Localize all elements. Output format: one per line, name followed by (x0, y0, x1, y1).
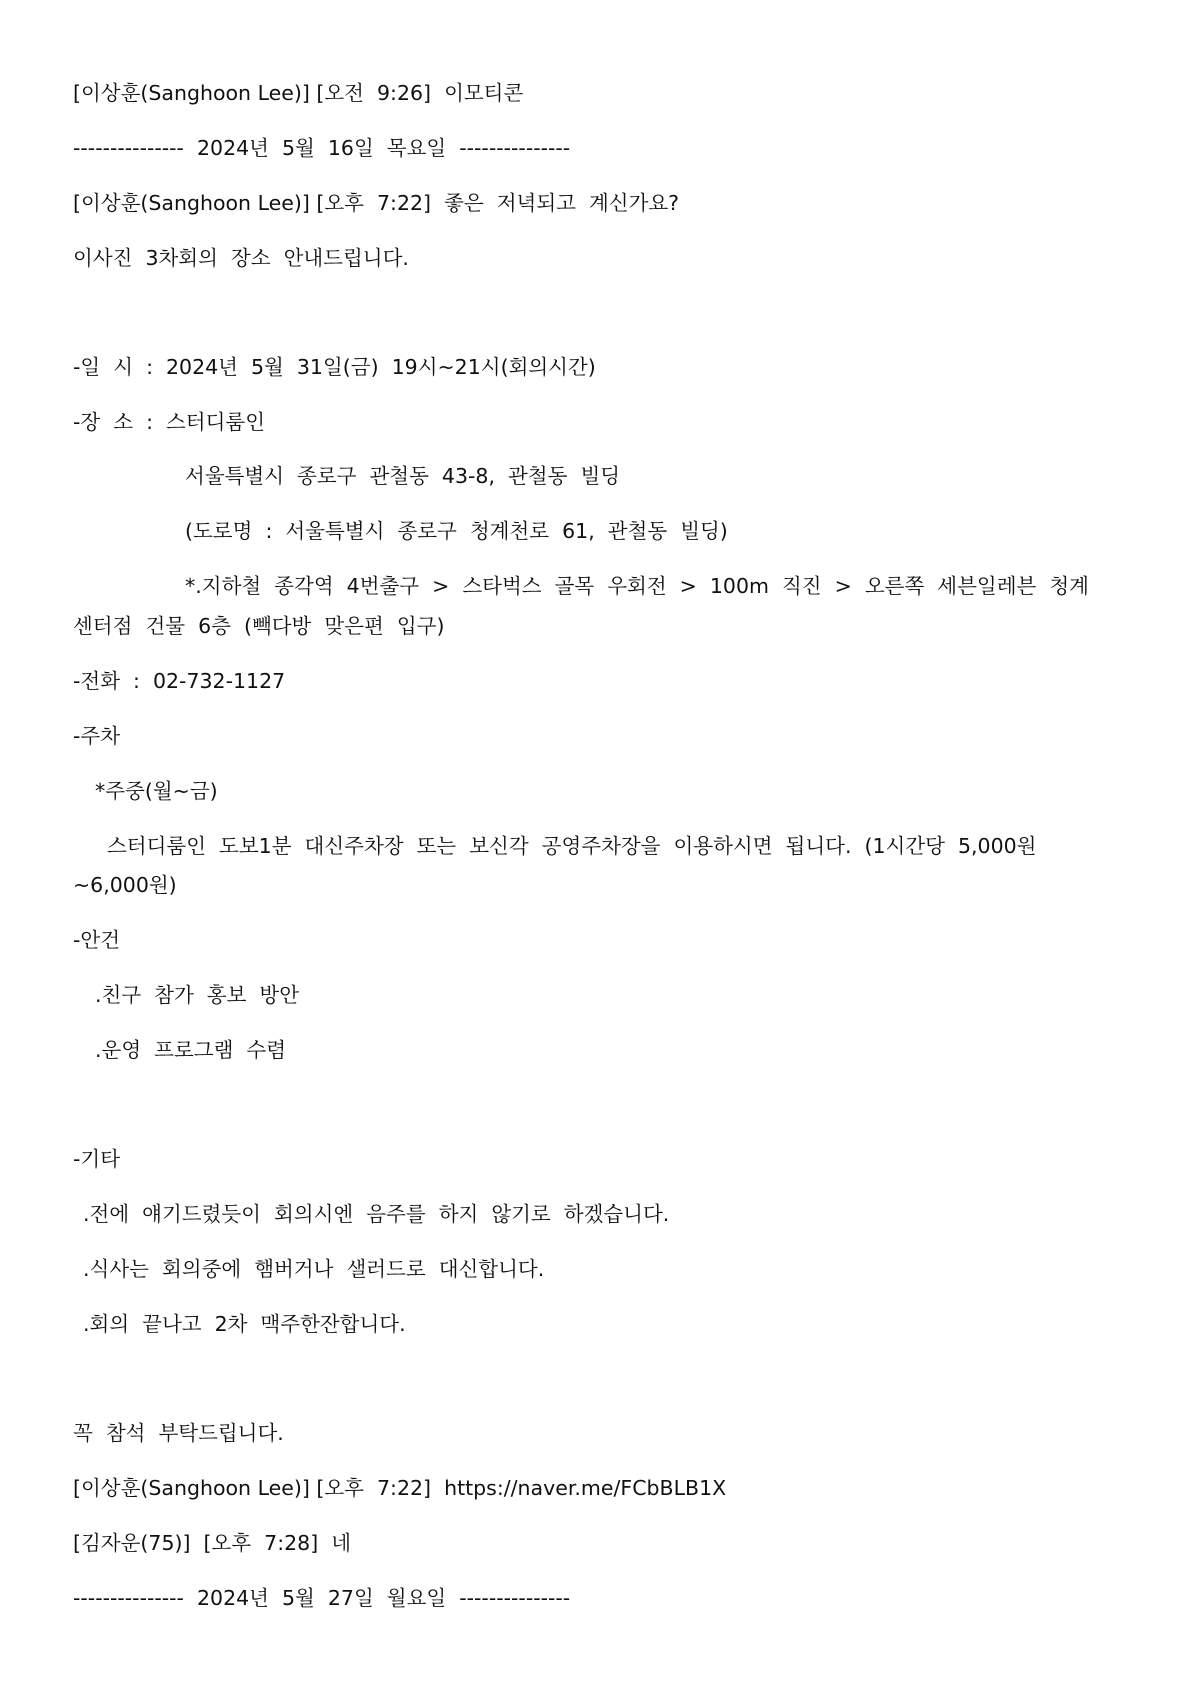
parking-heading: -주차 (73, 724, 121, 748)
date-separator-may-16: --------------- 2024년 5월 16일 목요일 --------------- (73, 136, 571, 160)
message-intro: 이사진 3차회의 장소 안내드립니다. (73, 246, 409, 270)
other-item-1: .전에 얘기드렸듯이 회의시엔 음주를 하지 않기로 하겠습니다. (83, 1202, 670, 1226)
directions-line-2: 센터점 건물 6층 (빽다방 맞은편 입구) (73, 614, 445, 638)
meeting-address-lot: 서울특별시 종로구 관철동 43-8, 관철동 빌딩 (185, 464, 621, 488)
meeting-address-road: (도로명 : 서울특별시 종로구 청계천로 61, 관철동 빌딩) (185, 519, 728, 543)
message-link: [이상훈(Sanghoon Lee)] [오후 7:22] https://naver.me/FCbBLB1X (73, 1476, 727, 1500)
other-item-3: .회의 끝나고 2차 맥주한잔합니다. (83, 1312, 406, 1336)
parking-info-line-2: ~6,000원) (73, 873, 177, 897)
other-heading: -기타 (73, 1147, 121, 1171)
phone-number: -전화 : 02-732-1127 (73, 669, 286, 693)
date-separator-may-27: --------------- 2024년 5월 27일 월요일 --------------- (73, 1586, 571, 1610)
closing-request: 꼭 참석 부탁드립니다. (73, 1421, 284, 1445)
parking-weekday: *주중(월~금) (95, 779, 218, 803)
agenda-item-1: .친구 참가 홍보 방안 (95, 983, 300, 1007)
directions-line-1: *.지하철 종각역 4번출구 > 스타벅스 골목 우회전 > 100m 직진 > 오른쪽 세븐일레븐 청계 (185, 574, 1089, 598)
message-header-emoticon: [이상훈(Sanghoon Lee)] [오전 9:26] 이모티콘 (73, 81, 524, 105)
parking-info-line-1: 스터디룸인 도보1분 대신주차장 또는 보신각 공영주차장을 이용하시면 됩니다. (1시간당 5,000원 (107, 834, 1037, 858)
reply-message: [김자운(75)] [오후 7:28] 네 (73, 1531, 352, 1555)
meeting-datetime: -일 시 : 2024년 5월 31일(금) 19시~21시(회의시간) (73, 355, 596, 379)
meeting-place: -장 소 : 스터디룸인 (73, 410, 266, 434)
agenda-heading: -안건 (73, 928, 121, 952)
other-item-2: .식사는 회의중에 햄버거나 샐러드로 대신합니다. (83, 1257, 545, 1281)
agenda-item-2: .운영 프로그램 수렴 (95, 1038, 287, 1062)
message-header-greeting: [이상훈(Sanghoon Lee)] [오후 7:22] 좋은 저녁되고 계신가요? (73, 191, 680, 215)
